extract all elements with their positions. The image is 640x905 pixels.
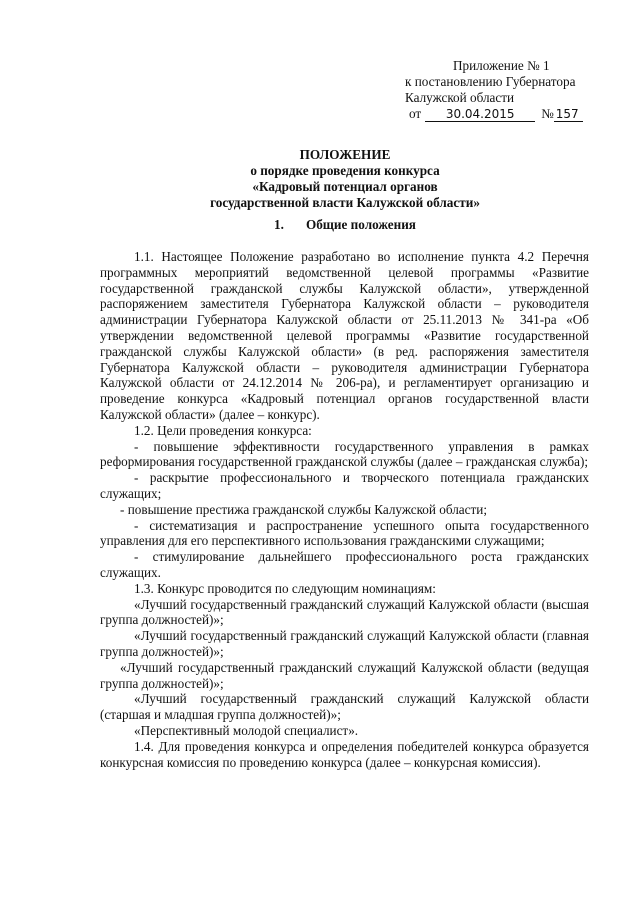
- nomination-1: «Лучший государственный гражданский служащий Калужской области (высшая группа должностей)»;: [100, 596, 589, 628]
- title-line-1: ПОЛОЖЕНИЕ: [299, 147, 391, 162]
- annex-header: [405, 58, 605, 122]
- resolution-date: 30.04.2015: [425, 107, 535, 122]
- paragraph-1-4: 1.4. Для проведения конкурса и определения победителей конкурса образуется конкурсная комиссия по проведению конкурса (далее – конкурсная комиссия).: [100, 738, 589, 770]
- section-heading: [100, 217, 590, 233]
- document-title: [100, 147, 590, 211]
- annex-date-line: [405, 106, 605, 122]
- title-line-3: «Кадровый потенциал органов: [252, 179, 438, 194]
- paragraph-1-1: 1.1. Настоящее Положение разработано во исполнение пункта 4.2 Перечня программных мероприятий ведомственной целевой программы «Развитие государственной гражданской службы Калужской области», утвержденной распоряжением заместителя Губернатора Калужской области – руководителя администрации Губернатора Калужской области от 25.11.2013 № 341-ра «Об утверждении ведомственной целевой программы «Развитие государственной гражданской службы Калужской области» (в ред. распоряжения заместителя Губернатора Калужской области – руководителя администрации Губернатора Калужской области от 24.12.2014 № 206-ра), и регламентирует организацию и проведение конкурса «Кадровый потенциал органов государственной власти Калужской области» (далее – конкурс).: [100, 249, 589, 422]
- title-line-4: государственной власти Калужской области»: [210, 195, 480, 210]
- nomination-4: «Лучший государственный гражданский служащий Калужской области (старшая и младшая группа должностей)»;: [100, 691, 589, 723]
- goal-item-2: - раскрытие профессионального и творческого потенциала гражданских служащих;: [100, 470, 589, 501]
- annex-title: Приложение № 1: [453, 58, 550, 73]
- date-prefix: от: [409, 106, 422, 121]
- goal-item-3: - повышение престижа гражданской службы Калужской области;: [120, 501, 488, 517]
- annex-region: Калужской области: [405, 90, 515, 105]
- document-body: [100, 249, 589, 770]
- goal-item-4: - систематизация и распространение успешного опыта государственного управления для его перспективного использования гражданскими служащими;: [100, 517, 589, 549]
- nomination-2: «Лучший государственный гражданский служащий Калужской области (главная группа должностей)»;: [100, 628, 589, 659]
- annex-resolution-ref: к постановлению Губернатора: [405, 74, 576, 89]
- section-title: Общие положения: [305, 217, 416, 232]
- goal-item-5: - стимулирование дальнейшего профессионального роста гражданских служащих.: [100, 549, 589, 580]
- goal-item-1: - повышение эффективности государственного управления в рамках реформирования государственной гражданской службы (далее – гражданская служба);: [100, 438, 589, 470]
- number-sign: №: [541, 106, 554, 121]
- resolution-number: 157: [554, 107, 583, 122]
- nomination-3: «Лучший государственный гражданский служащий Калужской области (ведущая группа должностей)»;: [100, 659, 589, 691]
- nomination-5: «Перспективный молодой специалист».: [134, 722, 359, 738]
- title-line-2: о порядке проведения конкурса: [250, 163, 440, 178]
- paragraph-1-3: 1.3. Конкурс проводится по следующим номинациям:: [134, 580, 436, 596]
- paragraph-1-2: 1.2. Цели проведения конкурса:: [134, 422, 312, 438]
- section-number: 1.: [274, 217, 284, 232]
